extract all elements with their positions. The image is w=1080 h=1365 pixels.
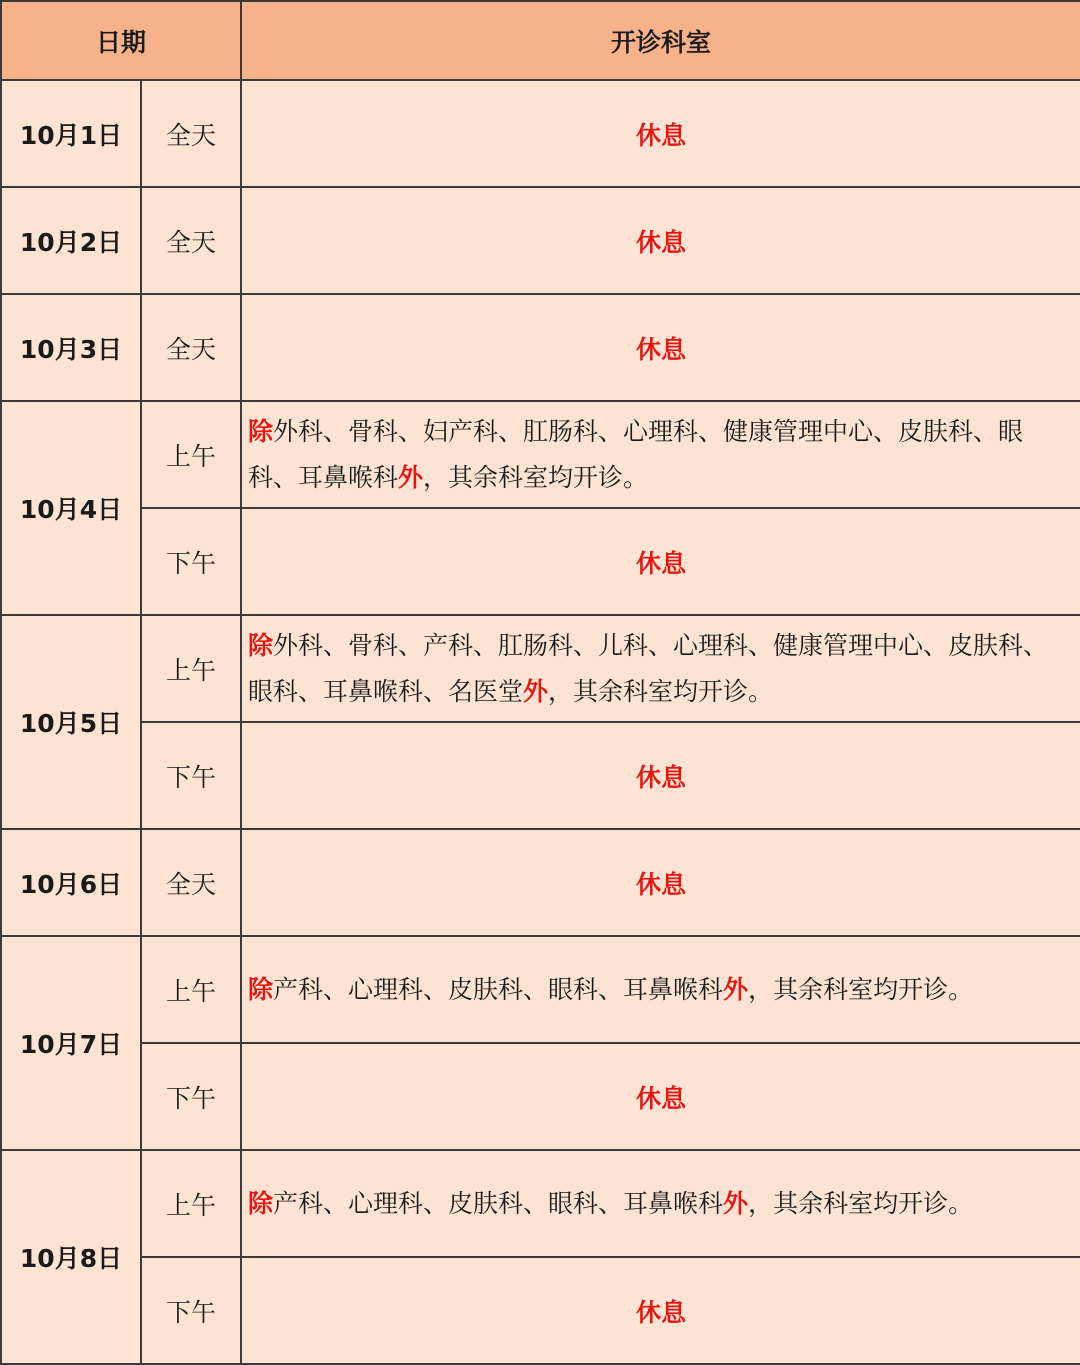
department-cell: [241, 187, 1080, 294]
period-cell: 下午: [141, 1043, 241, 1150]
department-cell: [241, 615, 1080, 722]
closed-departments: 外科、骨科、产科、肛肠科、儿科、心理科、健康管理中心、皮肤科、眼科、耳鼻喉科、名医堂: [248, 630, 1049, 706]
table-row: [1, 936, 1080, 1043]
date-column-header: 日期: [1, 1, 241, 80]
period-cell: 全天: [141, 80, 241, 187]
table-row: [1, 1257, 1080, 1364]
table-row: [1, 829, 1080, 936]
except-prefix: 除: [248, 630, 274, 660]
rest-label: 休息: [636, 1297, 687, 1327]
table-row: [1, 401, 1080, 508]
table-header-row: [1, 1, 1080, 80]
rest-label: 休息: [636, 548, 687, 578]
table-row: [1, 294, 1080, 401]
except-suffix: 外: [398, 462, 424, 492]
rest-label: 休息: [636, 762, 687, 792]
except-suffix: 外: [523, 676, 549, 706]
closed-departments: 外科、骨科、妇产科、肛肠科、心理科、健康管理中心、皮肤科、眼科、耳鼻喉科: [248, 416, 1024, 492]
department-cell: [241, 829, 1080, 936]
open-note: ，其余科室均开诊。: [423, 462, 649, 492]
rest-label: 休息: [636, 120, 687, 150]
date-cell: 10月8日: [1, 1150, 141, 1364]
department-cell: [241, 294, 1080, 401]
date-cell: 10月6日: [1, 829, 141, 936]
department-cell: [241, 936, 1080, 1043]
period-cell: 上午: [141, 936, 241, 1043]
date-cell: 10月2日: [1, 187, 141, 294]
department-cell: [241, 1043, 1080, 1150]
date-cell: 10月7日: [1, 936, 141, 1150]
department-cell: [241, 401, 1080, 508]
department-cell: [241, 508, 1080, 615]
department-cell: [241, 80, 1080, 187]
period-cell: 全天: [141, 294, 241, 401]
except-suffix: 外: [723, 1188, 749, 1218]
date-cell: 10月3日: [1, 294, 141, 401]
open-note: ，其余科室均开诊。: [548, 676, 774, 706]
department-cell: [241, 1150, 1080, 1257]
except-suffix: 外: [723, 974, 749, 1004]
except-prefix: 除: [248, 416, 274, 446]
table-row: [1, 722, 1080, 829]
table-row: [1, 80, 1080, 187]
period-cell: 全天: [141, 187, 241, 294]
department-cell: [241, 722, 1080, 829]
closed-departments: 产科、心理科、皮肤科、眼科、耳鼻喉科: [273, 974, 724, 1004]
period-cell: 下午: [141, 508, 241, 615]
rest-label: 休息: [636, 227, 687, 257]
period-cell: 上午: [141, 1150, 241, 1257]
table-row: [1, 615, 1080, 722]
rest-label: 休息: [636, 334, 687, 364]
open-note: ，其余科室均开诊。: [748, 974, 974, 1004]
period-cell: 下午: [141, 722, 241, 829]
period-cell: 上午: [141, 401, 241, 508]
table-row: [1, 1150, 1080, 1257]
rest-label: 休息: [636, 1083, 687, 1113]
department-column-header: 开诊科室: [241, 1, 1080, 80]
except-prefix: 除: [248, 974, 274, 1004]
period-cell: 上午: [141, 615, 241, 722]
table-row: [1, 508, 1080, 615]
rest-label: 休息: [636, 869, 687, 899]
except-prefix: 除: [248, 1188, 274, 1218]
department-cell: [241, 1257, 1080, 1364]
open-note: ，其余科室均开诊。: [748, 1188, 974, 1218]
period-cell: 全天: [141, 829, 241, 936]
closed-departments: 产科、心理科、皮肤科、眼科、耳鼻喉科: [273, 1188, 724, 1218]
table-row: [1, 1043, 1080, 1150]
date-cell: 10月4日: [1, 401, 141, 615]
table-row: [1, 187, 1080, 294]
date-cell: 10月5日: [1, 615, 141, 829]
date-cell: 10月1日: [1, 80, 141, 187]
period-cell: 下午: [141, 1257, 241, 1364]
